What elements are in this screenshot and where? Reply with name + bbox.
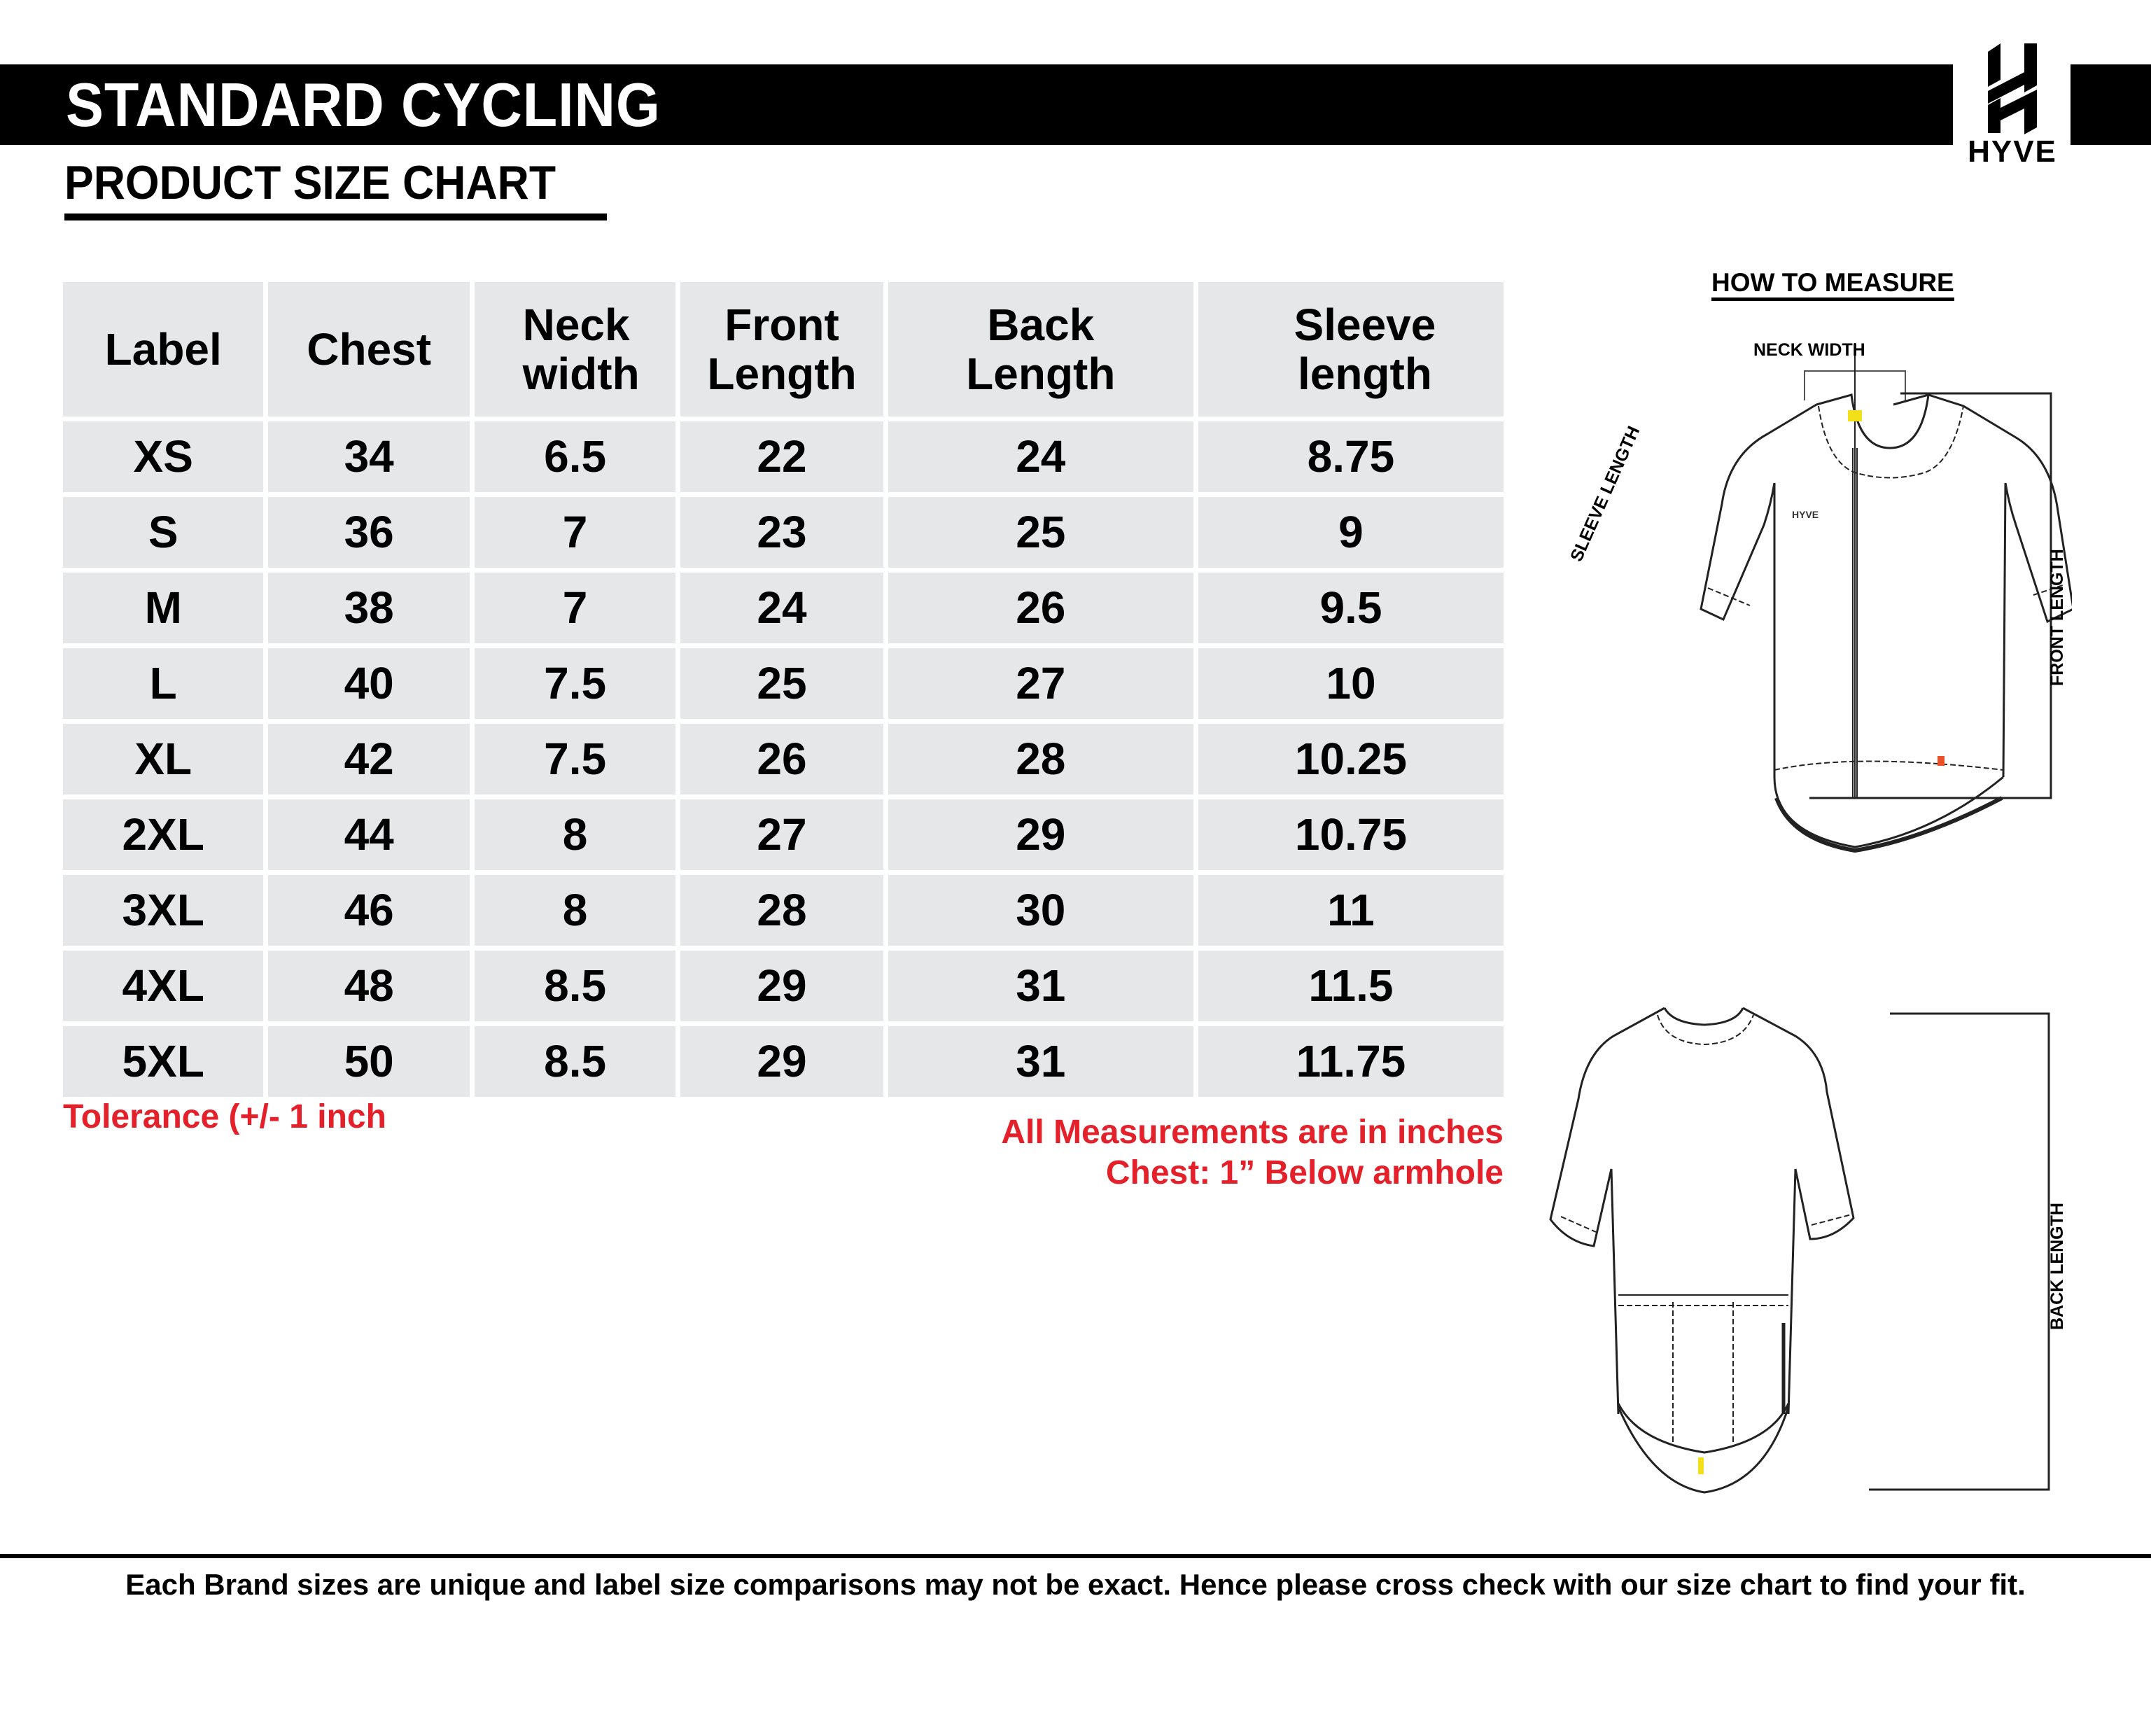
size-label: XL [63, 724, 263, 794]
size-label: S [63, 497, 263, 568]
sleeve-length-value: 8.75 [1198, 421, 1504, 492]
sleeve-length-value: 11 [1198, 875, 1504, 946]
front-length-value: 24 [680, 573, 883, 643]
neck-width-value: 8 [475, 875, 675, 946]
size-label: 2XL [63, 799, 263, 870]
hyve-logo-icon [1960, 43, 2065, 134]
neck-width-value: 7.5 [475, 648, 675, 719]
front-length-value: 23 [680, 497, 883, 568]
front-length-label: FRONT LENGTH [2047, 549, 2067, 686]
chest-value: 48 [268, 951, 469, 1021]
sleeve-length-value: 10.75 [1198, 799, 1504, 870]
subtitle-underline [64, 214, 607, 220]
size-label: XS [63, 421, 263, 492]
chest-value: 42 [268, 724, 469, 794]
column-header-back-length: Back Length [888, 282, 1193, 416]
table-header-row [63, 282, 1504, 416]
neck-width-value: 8.5 [475, 1026, 675, 1097]
svg-text:HYVE: HYVE [1792, 509, 1819, 520]
back-length-value: 29 [888, 799, 1193, 870]
sleeve-length-value: 9.5 [1198, 573, 1504, 643]
size-label: L [63, 648, 263, 719]
back-jersey-diagram [1540, 994, 2072, 1498]
table-row [63, 724, 1504, 794]
sleeve-length-label: SLEEVE LENGTH [1567, 423, 1644, 565]
column-header-label: Label [63, 282, 263, 416]
footer-disclaimer: Each Brand sizes are unique and label size comparisons may not be exact. Hence please cross check with our size chart to find your fit. [125, 1568, 2026, 1601]
front-length-value: 28 [680, 875, 883, 946]
yellow-tag-icon [1848, 410, 1862, 421]
table-row [63, 1026, 1504, 1097]
yellow-tab-icon [1698, 1457, 1704, 1474]
size-chart-table [63, 282, 1504, 1102]
chest-value: 46 [268, 875, 469, 946]
units-note: All Measurements are in inches [1001, 1114, 1504, 1151]
neck-width-value: 7 [475, 573, 675, 643]
front-length-value: 29 [680, 951, 883, 1021]
front-length-value: 29 [680, 1026, 883, 1097]
front-length-value: 27 [680, 799, 883, 870]
chest-note: Chest: 1” Below armhole [1105, 1154, 1504, 1191]
neck-width-label: NECK WIDTH [1753, 340, 1865, 360]
front-jersey-diagram [1540, 343, 2072, 875]
sleeve-length-value: 10.25 [1198, 724, 1504, 794]
back-length-value: 31 [888, 1026, 1193, 1097]
footer-divider [0, 1554, 2151, 1558]
tolerance-note: Tolerance (+/- 1 inch [63, 1098, 386, 1135]
size-label: 5XL [63, 1026, 263, 1097]
column-header-chest: Chest [268, 282, 469, 416]
front-length-value: 22 [680, 421, 883, 492]
column-header-sleeve-length: Sleeve length [1198, 282, 1504, 416]
sleeve-length-value: 10 [1198, 648, 1504, 719]
chest-value: 44 [268, 799, 469, 870]
back-length-label: BACK LENGTH [2047, 1203, 2067, 1330]
column-header-neck-width: Neck width [475, 282, 675, 416]
front-length-value: 26 [680, 724, 883, 794]
chest-value: 34 [268, 421, 469, 492]
chest-value: 36 [268, 497, 469, 568]
back-length-value: 27 [888, 648, 1193, 719]
page-subtitle: PRODUCT SIZE CHART [64, 156, 556, 209]
back-length-value: 30 [888, 875, 1193, 946]
chest-value: 40 [268, 648, 469, 719]
size-label: 3XL [63, 875, 263, 946]
neck-width-value: 7.5 [475, 724, 675, 794]
back-length-value: 26 [888, 573, 1193, 643]
neck-width-value: 7 [475, 497, 675, 568]
sleeve-length-value: 11.75 [1198, 1026, 1504, 1097]
back-length-value: 25 [888, 497, 1193, 568]
table-row [63, 648, 1504, 719]
chest-value: 50 [268, 1026, 469, 1097]
table-row [63, 421, 1504, 492]
neck-width-value: 8 [475, 799, 675, 870]
size-label: M [63, 573, 263, 643]
table-row [63, 573, 1504, 643]
brand-logo [1960, 43, 2065, 169]
table-row [63, 497, 1504, 568]
table-row [63, 951, 1504, 1021]
back-length-value: 31 [888, 951, 1193, 1021]
table-row [63, 799, 1504, 870]
neck-width-value: 8.5 [475, 951, 675, 1021]
table-row [63, 875, 1504, 946]
column-header-front-length: Front Length [680, 282, 883, 416]
size-label: 4XL [63, 951, 263, 1021]
neck-width-value: 6.5 [475, 421, 675, 492]
brand-name: HYVE [1968, 134, 2057, 169]
how-to-measure-title: HOW TO MEASURE [1711, 269, 1954, 301]
back-length-value: 28 [888, 724, 1193, 794]
title-bar-right [2071, 64, 2151, 145]
back-length-value: 24 [888, 421, 1193, 492]
chest-value: 38 [268, 573, 469, 643]
sleeve-length-value: 9 [1198, 497, 1504, 568]
page-title: STANDARD CYCLING [66, 70, 661, 139]
orange-tag-icon [1938, 756, 1945, 766]
sleeve-length-value: 11.5 [1198, 951, 1504, 1021]
front-length-value: 25 [680, 648, 883, 719]
